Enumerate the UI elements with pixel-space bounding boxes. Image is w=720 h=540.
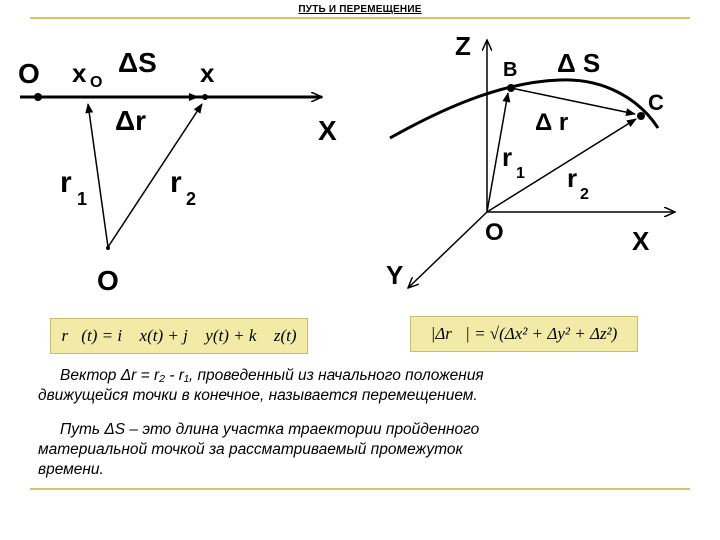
x-axis-label-right: X — [632, 226, 650, 256]
x0-label: x — [72, 58, 87, 88]
r1-subscript-right: 1 — [516, 165, 525, 182]
trajectory-curve — [390, 80, 658, 138]
r2-label-right: r — [567, 163, 578, 193]
bottom-divider — [30, 488, 690, 490]
path-definition — [38, 420, 688, 480]
point-origin — [106, 246, 110, 250]
y-axis — [408, 212, 487, 288]
position-vector-formula — [50, 318, 308, 354]
r2-subscript: 2 — [186, 189, 197, 209]
right-diagram — [386, 31, 675, 290]
y-axis-label: Y — [386, 260, 404, 290]
left-diagram — [18, 47, 337, 296]
origin-label-right: O — [485, 219, 504, 246]
point-b-label: B — [503, 59, 518, 81]
point-start — [34, 93, 42, 101]
z-axis-label: Z — [455, 31, 471, 61]
magnitude-formula-text: |Δr⃗| = √(Δx² + Δy² + Δz²) — [430, 324, 618, 343]
r1-label: r — [60, 166, 72, 199]
displacement-magnitude-formula — [410, 316, 638, 352]
p2-line2: материальной точкой за рассматриваемый промежуток — [38, 441, 463, 458]
delta-s-label: ΔS — [118, 47, 157, 78]
x0-subscript: O — [90, 74, 103, 91]
p2-line3: времени. — [38, 461, 104, 478]
point-c-label: C — [648, 90, 664, 115]
p1-line2: движущейся точки в конечное, называется перемещением. — [38, 387, 478, 404]
r1-subscript: 1 — [77, 189, 88, 209]
r2-label: r — [170, 166, 182, 199]
p2-line1: Путь ΔS – это длина участка траектории пройденного — [60, 421, 480, 438]
origin-label-bottom: O — [97, 265, 119, 296]
origin-label-top: O — [18, 58, 40, 89]
position-formula-text: r⃗(t) = i⃗ x(t) + j⃗ y(t) + k⃗ z(t) — [61, 326, 297, 345]
point-c — [637, 112, 645, 120]
delta-s-label-right: Δ S — [557, 48, 601, 78]
point-end — [202, 94, 208, 100]
r2-subscript-right: 2 — [580, 186, 589, 203]
x-label: x — [200, 58, 215, 88]
displacement-definition — [38, 366, 688, 406]
r1-vector — [88, 104, 108, 247]
r1-label-right: r — [502, 142, 513, 172]
x-axis-label: X — [318, 115, 337, 146]
p1-line1: Вектор Δr = r₂ - r₁, проведенный из начального положения — [60, 367, 484, 384]
delta-r-label: Δr — [115, 105, 147, 136]
delta-r-label-right: Δ r — [535, 109, 569, 136]
slide-title: ПУТЬ И ПЕРЕМЕЩЕНИЕ — [298, 4, 422, 15]
